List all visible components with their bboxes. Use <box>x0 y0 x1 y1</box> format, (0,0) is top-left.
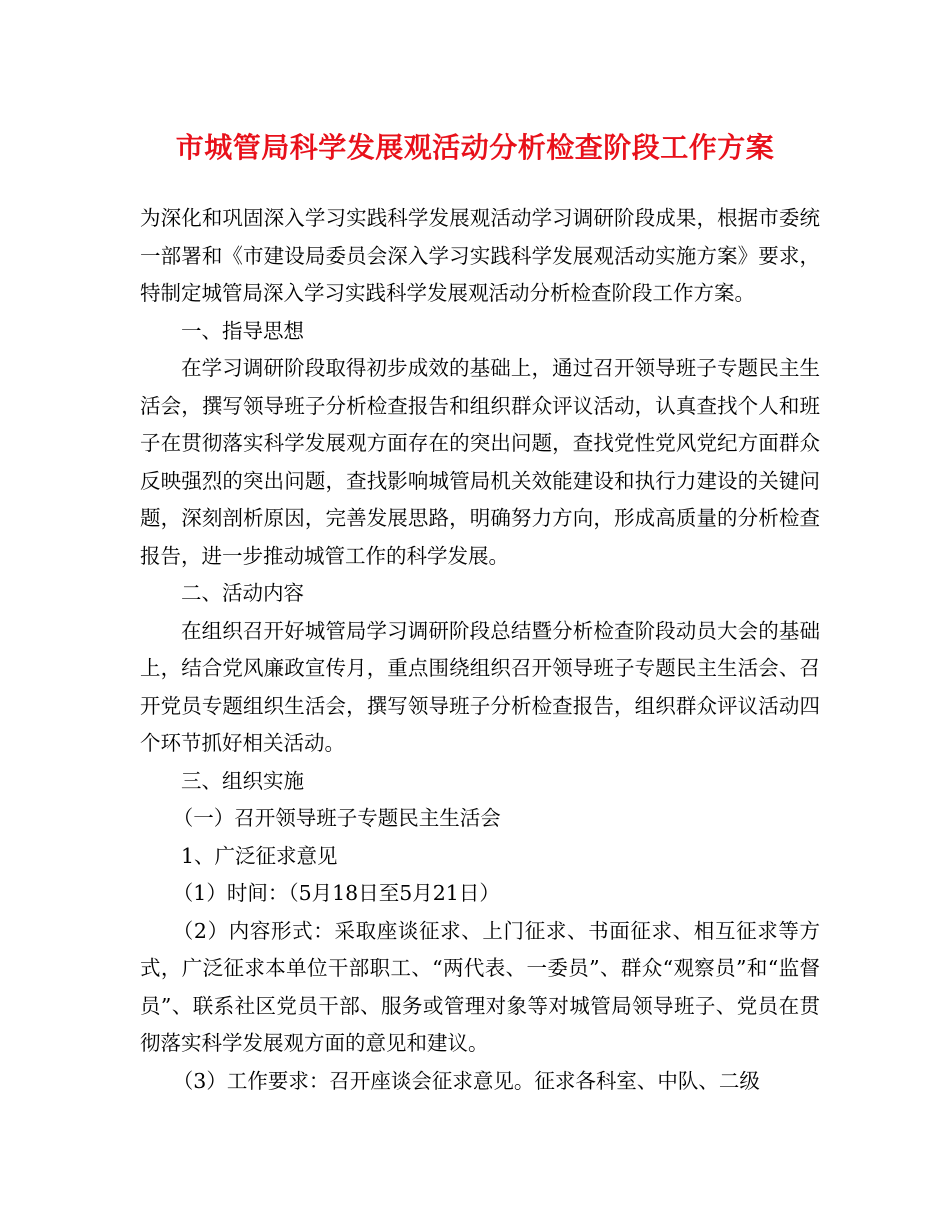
item-work-requirements: （3）工作要求：召开座谈会征求意见。征求各科室、中队、二级 <box>172 1068 760 1093</box>
paragraph-intro: 为深化和巩固深入学习实践科学发展观活动学习调研阶段成果，根据市委统一部署和《市建设局委员会深入学习实践科学发展观活动实施方案》要求，特制定城管局深入学习实践科学发展观活动分析检查阶段工作方案。 <box>140 206 820 305</box>
paragraph-guiding-ideology: 在学习调研阶段取得初步成效的基础上，通过召开领导班子专题民主生活会，撰写领导班子分析检查报告和组织群众评议活动，认真查找个人和班子在贯彻落实科学发展观方面存在的突出问题，查找党性党风党纪方面群众反映强烈的突出问题，查找影响城管局机关效能建设和执行力建设的关键问题，深刻剖析原因，完善发展思路，明确努力方向，形成高质量的分析检查报告，进一步推动城管工作的科学发展。 <box>140 356 820 568</box>
item-time: （1）时间：（5月18日至5月21日） <box>172 881 500 905</box>
paragraph-activity-content: 在组织召开好城管局学习调研阶段总结暨分析检查阶段动员大会的基础上，结合党风廉政宣传月，重点围绕组织召开领导班子专题民主生活会、召开党员专题组织生活会，撰写领导班子分析检查报告，组织群众评议活动四个环节抓好相关活动。 <box>140 618 820 755</box>
subheading-democratic-meeting: （一）召开领导班子专题民主生活会 <box>172 806 501 830</box>
document-body <box>140 200 820 1100</box>
document-title: 市城管局科学发展观活动分析检查阶段工作方案 <box>175 131 775 164</box>
heading-organization: 三、组织实施 <box>181 768 304 793</box>
heading-activity-content: 二、活动内容 <box>181 581 304 605</box>
item-content-form: （2）内容形式：采取座谈征求、上门征求、书面征求、相互征求等方式，广泛征求本单位干部职工、“两代表、一委员”、群众“观察员”和“监督员”、联系社区党员干部、服务或管理对象等对城管局领导班子、党员在贯彻落实科学发展观方面的意见和建议。 <box>140 918 820 1055</box>
heading-guiding-ideology: 一、指导思想 <box>181 318 304 343</box>
subheading-solicit-opinions: 1、广泛征求意见 <box>181 843 338 868</box>
